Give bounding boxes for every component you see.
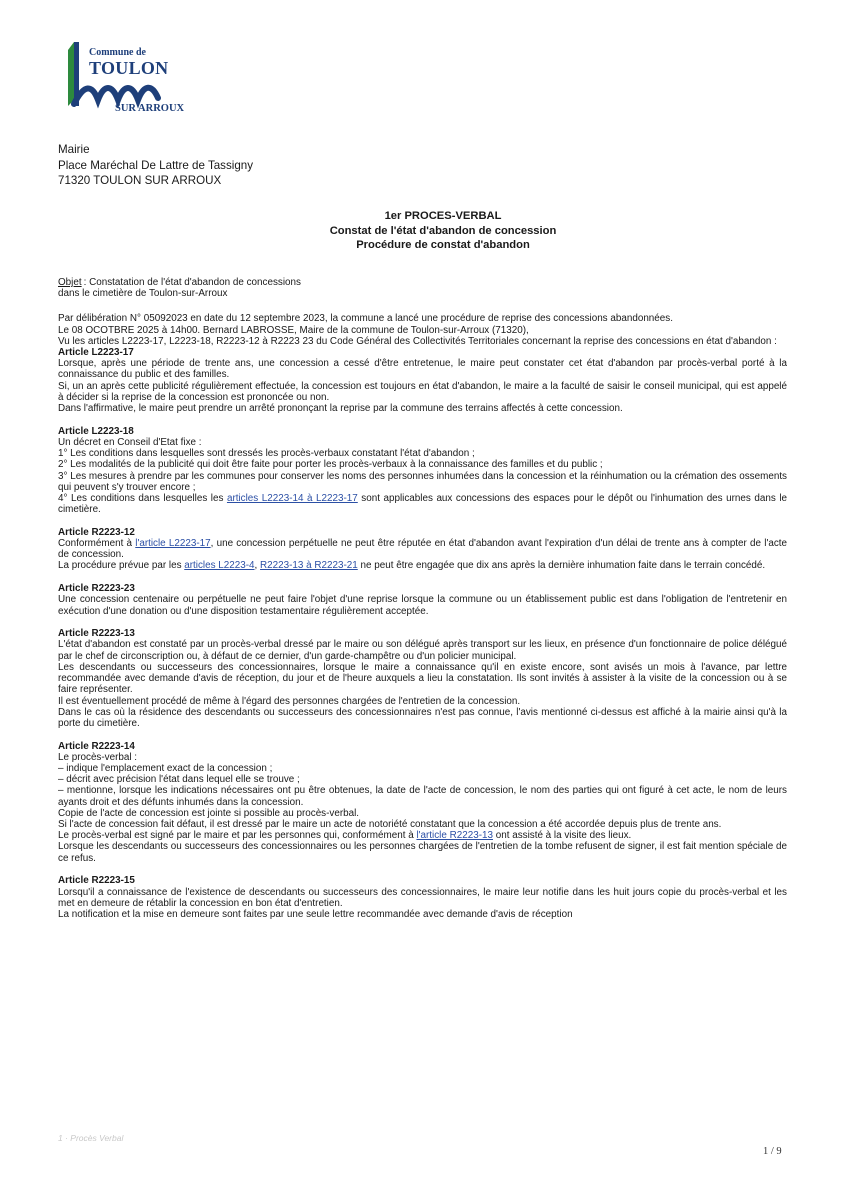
title-line-3: Procédure de constat d'abandon: [356, 239, 530, 251]
article-r2223-15: [58, 875, 787, 920]
objet-text: : Constatation de l'état d'abandon de concessions: [83, 277, 301, 288]
article-text: Lorsque, après une période de trente ans, une concession a cessé d'être entretenue, le maire peut constater cet état d'abandon par procès-verbal porté à la connaissance du public et des familles.: [58, 358, 787, 381]
address-line: Place Maréchal De Lattre de Tassigny: [58, 158, 254, 172]
logo-line-2: TOULON: [89, 58, 169, 78]
article-text: – décrit avec précision l'état dans lequel elle se trouve ;: [58, 774, 300, 786]
article-text: Lorsque les descendants ou successeurs des concessionnaires ou les personnes chargées de l'entretien de la tombe refusent de signer, il est fait mention spéciale de ce refus.: [58, 841, 787, 864]
article-text: Un décret en Conseil d'Etat fixe :: [58, 436, 202, 448]
article-text: Les descendants ou successeurs des concessionnaires, lorsque le maire a connaissance qu'il en existe encore, sont avisés un mois à l'avance, par lettre recommandée avec demande d'avis de réception, du jour et de l'heure auxquels a lieu la constatation. Ils sont invités à assister à la visite de la concession ou à se faire représenter.: [58, 661, 787, 696]
link-articles-l2223-4[interactable]: articles L2223-4: [184, 560, 255, 572]
document-title: [0, 209, 841, 253]
text-span: ne peut être engagée que dix ans après la dernière inhumation faite dans le terrain concédé.: [357, 560, 766, 572]
article-text: Si l'acte de concession fait défaut, il est dressé par le maire un acte de notoriété constatant que la concession a été accordée depuis plus de trente ans.: [58, 819, 722, 831]
article-text: [58, 538, 787, 560]
article-r2223-14: [58, 741, 787, 864]
article-text: 1° Les conditions dans lesquelles sont dressés les procès-verbaux constatant l'état d'abandon ;: [58, 448, 475, 460]
article-title: Article R2223-12: [58, 526, 135, 538]
article-text: – indique l'emplacement exact de la concession ;: [58, 763, 273, 775]
text-span: La procédure prévue par les: [58, 560, 185, 572]
article-text: Il est éventuellement procédé de même à l'égard des personnes chargées de l'entretien de la concession.: [58, 695, 521, 707]
article-text: Une concession centenaire ou perpétuelle ne peut faire l'objet d'une reprise lorsque la commune ou un établissement public est dans l'obligation de l'entretenir en exécution d'une donation ou d'une disposition testamentaire régulièrement acceptée.: [58, 594, 787, 617]
objet-line: [58, 277, 787, 288]
article-r2223-13: [58, 628, 787, 729]
article-text: [58, 560, 787, 571]
link-article-r2223-13[interactable]: l'article R2223-13: [416, 830, 493, 842]
article-text: La notification et la mise en demeure sont faites par une seule lettre recommandée avec demande d'avis de réception: [58, 908, 573, 920]
article-l2223-17: [58, 347, 787, 414]
article-text: [58, 493, 787, 515]
article-text: Si, un an après cette publicité régulièrement effectuée, la concession est toujours en état d'abandon, le maire a la faculté de saisir le conseil municipal, qui est appelé à décider si la reprise de la concession est prononcée ou non.: [58, 380, 787, 403]
article-text: – mentionne, lorsque les indications nécessaires ont pu être obtenues, la date de l'acte de concession, le nom des parties qui ont figuré à cet acte, le nom de leurs ayants droit et des défunts inhumés dans la concession.: [58, 785, 787, 808]
text-span: , une concession perpétuelle ne peut être réputée en état d'abandon avant l'expiration d'un délai de trente ans à compter de l'acte de concession.: [58, 538, 787, 561]
paragraph-date: Le 08 OCOTBRE 2025 à 14h00. Bernard LABROSSE, Maire de la commune de Toulon-sur-Arroux (71320),: [58, 324, 529, 336]
page-number: 1 / 9: [763, 1146, 782, 1157]
address-line: Mairie: [58, 143, 90, 156]
text-span: 4° Les conditions dans lesquelles les: [58, 492, 227, 504]
article-l2223-18: [58, 426, 787, 516]
article-text: Lorsqu'il a connaissance de l'existence de descendants ou successeurs des concessionnaires, le maire leur notifie dans les huit jours copie du procès-verbal et les met en demeure de rétablir la concession en bon état d'entretien.: [58, 886, 787, 909]
article-title: Article L2223-17: [58, 347, 134, 359]
text-span: sont applicables aux concessions des espaces pour le dépôt ou l'inhumation des urnes dans le cimetière.: [58, 492, 787, 516]
link-articles-l2223-14-17[interactable]: articles L2223-14 à L2223-17: [226, 492, 358, 504]
article-text: 2° Les modalités de la publicité qui doit être faite pour porter les procès-verbaux à la connaissance des familles et du public ;: [58, 459, 603, 471]
text-span: Le procès-verbal est signé par le maire et par les personnes qui, conformément à: [58, 830, 417, 842]
objet-label: Objet: [58, 277, 82, 288]
text-span: Conformément à: [58, 538, 136, 550]
address-line: 71320 TOULON SUR ARROUX: [58, 174, 222, 187]
title-line-1: 1er PROCES-VERBAL: [384, 210, 502, 222]
link-article-l2223-17[interactable]: l'article L2223-17: [135, 538, 211, 550]
article-text: Dans l'affirmative, le maire peut prendre un arrêté prononçant la reprise par la commune des terrains affectés à cette concession.: [58, 403, 623, 415]
document-body: [58, 277, 787, 932]
article-text: Le procès-verbal :: [58, 751, 138, 763]
footer-document-label: 1 · Procès Verbal: [58, 1133, 124, 1143]
article-title: Article R2223-15: [58, 875, 135, 887]
article-r2223-23: [58, 583, 787, 617]
paragraph-vu: Vu les articles L2223-17, L2223-18, R2223-12 à R2223 23 du Code Général des Collectivités Territoriales concernant la reprise des concessions en état d'abandon :: [58, 335, 777, 347]
article-title: Article R2223-23: [58, 583, 135, 595]
article-r2223-12: [58, 527, 787, 572]
article-text: 3° Les mesures à prendre par les communes pour conserver les noms des personnes inhumées dans la concession et la réinhumation ou la crémation des ossements qui peuvent s'y trouver encore ;: [58, 470, 787, 493]
objet-text-2: dans le cimetière de Toulon-sur-Arroux: [58, 288, 228, 300]
text-span: ont assisté à la visite des lieux.: [492, 830, 632, 842]
article-text: [58, 830, 787, 841]
title-line-2: Constat de l'état d'abandon de concession: [329, 224, 557, 237]
article-text: L'état d'abandon est constaté par un procès-verbal dressé par le maire ou son délégué après transport sur les lieux, en présence d'un fonctionnaire de police délégué par le chef de circonscription ou, à défaut de ce dernier, d'un garde-champêtre ou d'un policier municipal.: [58, 639, 787, 662]
commune-logo: [58, 40, 188, 120]
logo-line-1: Commune de: [89, 47, 146, 58]
article-title: Article L2223-18: [58, 425, 134, 437]
article-text: Dans le cas où la résidence des descendants ou successeurs des concessionnaires n'est pas connue, l'avis mentionné ci-dessus est affiché à la mairie ainsi qu'à la porte du cimetière.: [58, 706, 787, 729]
text-span: ,: [254, 560, 261, 572]
article-title: Article R2223-14: [58, 740, 135, 752]
paragraph-deliberation: Par délibération N° 05092023 en date du 12 septembre 2023, la commune a lancé une procédure de reprise des concessions abandonnées.: [58, 313, 673, 325]
link-r2223-13-21[interactable]: R2223-13 à R2223-21: [260, 560, 358, 572]
article-title: Article R2223-13: [58, 628, 135, 640]
article-text: Copie de l'acte de concession est jointe si possible au procès-verbal.: [58, 807, 360, 819]
logo-line-3: SUR ARROUX: [115, 103, 185, 114]
address-block: [58, 142, 253, 189]
